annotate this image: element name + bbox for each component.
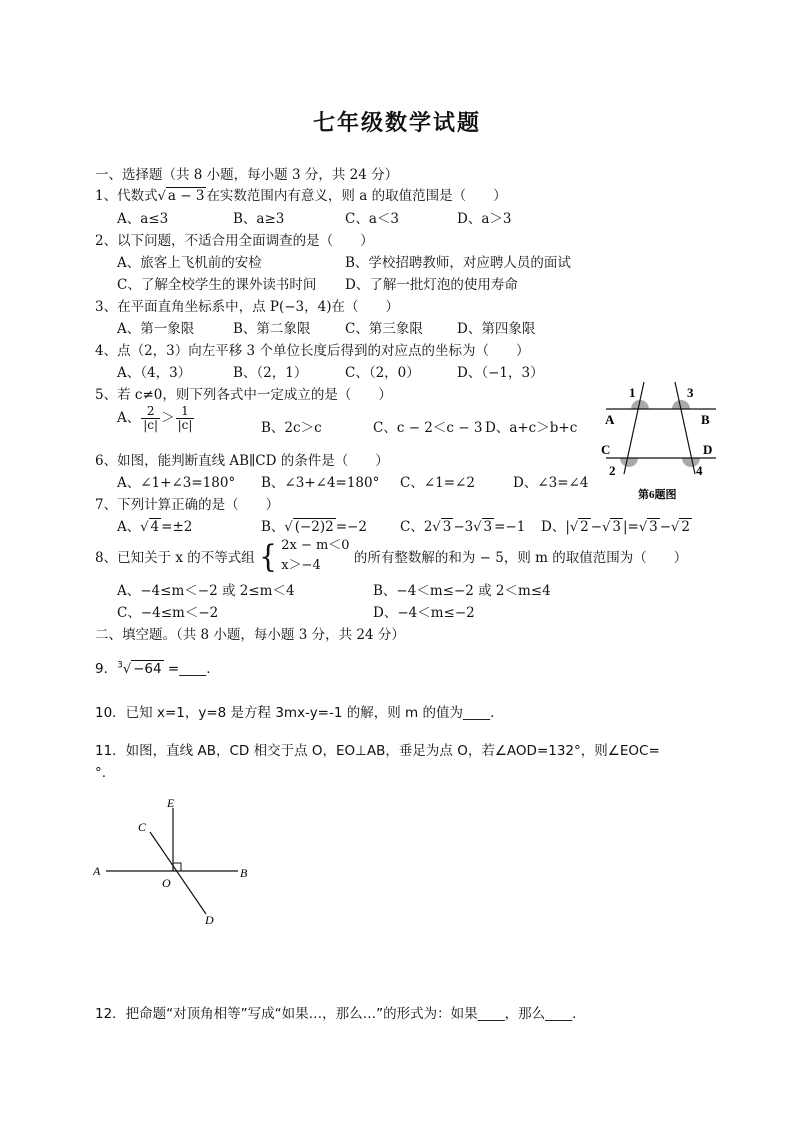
q7-a-result: =±2: [161, 519, 193, 535]
q2-option-d: D、了解一批灯泡的使用寿命: [345, 277, 518, 293]
inequality-1: 2x − m＜0: [281, 538, 350, 553]
q3-option-c: C、第三象限: [345, 321, 423, 337]
line-cd: [150, 832, 206, 914]
q6-option-a: A、∠1+∠3=180°: [117, 475, 236, 491]
section-heading-fill-in: 二、填空题。（共 8 小题，每小题 3 分，共 24 分）: [95, 627, 405, 643]
q8-option-b: B、−4＜m≤−2 或 2＜m≤4: [373, 583, 551, 599]
question-7-stem: 7、下列计算正确的是（ ）: [95, 497, 280, 513]
label-3: 3: [687, 385, 694, 400]
question-11-line-2: °.: [95, 765, 107, 781]
q7-b-result: =−2: [335, 519, 367, 535]
inequality-2: x＞−4: [281, 558, 321, 573]
q2-option-c: C、了解全校学生的课外读书时间: [117, 277, 317, 293]
q7-d-minus-1: −: [590, 519, 603, 535]
sqrt-symbol: √: [432, 520, 441, 535]
q7-b-radicand: (−2)2: [294, 519, 334, 535]
page-title: 七年级数学试题: [312, 110, 481, 136]
q3-option-d: D、第四象限: [457, 321, 536, 337]
q7-d-equals: |=: [622, 519, 639, 535]
q1-radicand: a − 3: [167, 188, 205, 204]
fraction-numerator: 1: [176, 405, 195, 419]
q7-d-minus-2: −: [659, 519, 672, 535]
q4-option-a: A、（4，3）: [117, 365, 192, 381]
fraction-numerator: 2: [141, 405, 160, 419]
brace-symbol: {: [259, 537, 277, 575]
q1-option-a: A、a≤3: [117, 211, 169, 227]
question-11-line-1: 11．如图，直线 AB，CD 相交于点 O，EO⊥AB，垂足为点 O，若∠AOD=132°，则∠EOC=: [95, 743, 660, 759]
q5-a-prefix: A、: [117, 410, 141, 426]
sqrt-symbol: √: [638, 520, 648, 535]
q9-number: 9．: [95, 661, 118, 677]
label-4: 4: [696, 463, 703, 478]
q6-option-c: C、∠1=∠2: [400, 475, 475, 491]
fraction-1-over-abs-c: [176, 405, 195, 432]
q7-c-radicand-2: 3: [483, 519, 493, 535]
q5-option-c: C、c − 2＜c − 3: [373, 420, 483, 436]
sqrt-symbol: √: [284, 520, 293, 535]
q7-c-radicand-1: 3: [442, 519, 452, 535]
q7-c-middle: −3: [453, 519, 474, 535]
q8-text-before: 8、已知关于 x 的不等式组: [95, 550, 255, 566]
q1-option-d: D、a＞3: [457, 211, 512, 227]
question-10: 10．已知 x=1，y=8 是方程 3mx-y=-1 的解，则 m 的值为____.: [95, 705, 495, 721]
q4-option-c: C、（2，0）: [345, 365, 420, 381]
q5-option-b: B、2c＞c: [261, 420, 322, 436]
question-12: 12．把命题“对顶角相等”写成“如果…，那么…”的形式为：如果____，那么____.: [95, 1006, 577, 1022]
label-c: C: [601, 442, 611, 457]
q5-option-d: D、a+c＞b+c: [485, 420, 578, 436]
cube-root-index: 3: [117, 660, 123, 671]
label-b: B: [701, 412, 710, 427]
q5-option-a: [117, 405, 195, 432]
question-6-stem: 6、如图，能判断直线 AB∥CD 的条件是（ ）: [95, 453, 389, 469]
q1-text-before: 1、代数式: [95, 188, 158, 204]
question-9: [95, 657, 211, 677]
sqrt-symbol: √: [671, 520, 680, 535]
label-o: O: [162, 876, 171, 890]
q3-option-a: A、第一象限: [117, 321, 195, 337]
label-2: 2: [609, 463, 616, 478]
q7-option-b: [261, 515, 367, 535]
q7-option-a: [117, 515, 192, 535]
q8-option-d: D、−4＜m≤−2: [373, 605, 475, 621]
question-5-stem: 5、若 c≠0，则下列各式中一定成立的是（ ）: [95, 387, 392, 403]
q7-c-result: =−1: [494, 519, 526, 535]
question-1-stem: [95, 184, 507, 204]
q9-radicand: −64: [133, 661, 162, 677]
q8-text-after: 的所有整数解的和为 − 5，则 m 的取值范围为（ ）: [353, 550, 688, 566]
question-3-stem: 3、在平面直角坐标系中，点 P(−3，4)在（ ）: [95, 299, 399, 315]
q7-c-prefix: C、2: [400, 519, 433, 535]
q7-a-radicand: 4: [150, 519, 160, 535]
q1-option-b: B、a≥3: [233, 211, 285, 227]
label-d: D: [205, 913, 214, 927]
q7-d-prefix: D、|: [541, 519, 570, 535]
q7-d-radicand-3: 3: [649, 519, 658, 535]
q3-option-b: B、第二象限: [233, 321, 311, 337]
label-b: B: [240, 866, 248, 880]
q5-a-relation: ＞: [161, 410, 175, 426]
q1-option-c: C、a＜3: [345, 211, 399, 227]
section-heading-choice: 一、选择题（共 8 小题，每小题 3 分，共 24 分）: [95, 167, 399, 183]
sqrt-symbol: √: [140, 520, 149, 535]
q9-blank: =____.: [163, 661, 211, 677]
q2-option-b: B、学校招聘教师，对应聘人员的面试: [345, 255, 571, 271]
q7-d-radicand-2: 3: [612, 519, 621, 535]
figure-q6-parallel-lines: [596, 378, 726, 504]
question-4-stem: 4、点（2，3）向左平移 3 个单位长度后得到的对应点的坐标为（ ）: [95, 343, 530, 359]
angle-2-shade: [620, 458, 638, 467]
figure-q11-intersecting-lines: [88, 790, 268, 935]
sqrt-symbol: √: [569, 520, 579, 535]
sqrt-symbol: √: [122, 662, 132, 677]
q8-option-a: A、−4≤m＜−2 或 2≤m＜4: [117, 583, 295, 599]
sqrt-symbol: √: [602, 520, 611, 535]
fraction-denominator: |c|: [177, 418, 193, 432]
fraction-2-over-abs-c: [141, 405, 160, 432]
q7-option-c: [400, 515, 525, 535]
q4-option-b: B、（2，1）: [233, 365, 308, 381]
label-1: 1: [629, 385, 636, 400]
question-2-stem: 2、以下问题，不适合用全面调查的是（ ）: [95, 233, 374, 249]
sqrt-symbol: √: [157, 189, 166, 204]
q2-option-a: A、旅客上飞机前的安检: [117, 255, 262, 271]
figure-caption: 第6题图: [638, 489, 677, 501]
q7-option-d: [541, 515, 692, 535]
fraction-denominator: |c|: [143, 418, 159, 432]
label-a: A: [605, 412, 615, 427]
q7-b-prefix: B、: [261, 519, 285, 535]
q7-a-prefix: A、: [117, 519, 141, 535]
label-e: E: [167, 796, 175, 810]
sqrt-symbol: √: [473, 520, 482, 535]
q6-option-d: D、∠3=∠4: [513, 475, 589, 491]
q1-text-after: 在实数范围内有意义，则 a 的取值范围是（ ）: [206, 188, 507, 204]
label-a: A: [93, 864, 101, 878]
inequality-system: [281, 536, 349, 576]
q4-option-d: D、（−1，3）: [457, 365, 544, 381]
q8-option-c: C、−4≤m＜−2: [117, 605, 219, 621]
label-c: C: [138, 820, 147, 834]
q7-d-radicand-1: 2: [580, 519, 589, 535]
q7-d-radicand-4: 2: [681, 519, 690, 535]
question-8-stem: [95, 536, 687, 576]
label-d: D: [703, 442, 713, 457]
q6-option-b: B、∠3+∠4=180°: [261, 475, 380, 491]
